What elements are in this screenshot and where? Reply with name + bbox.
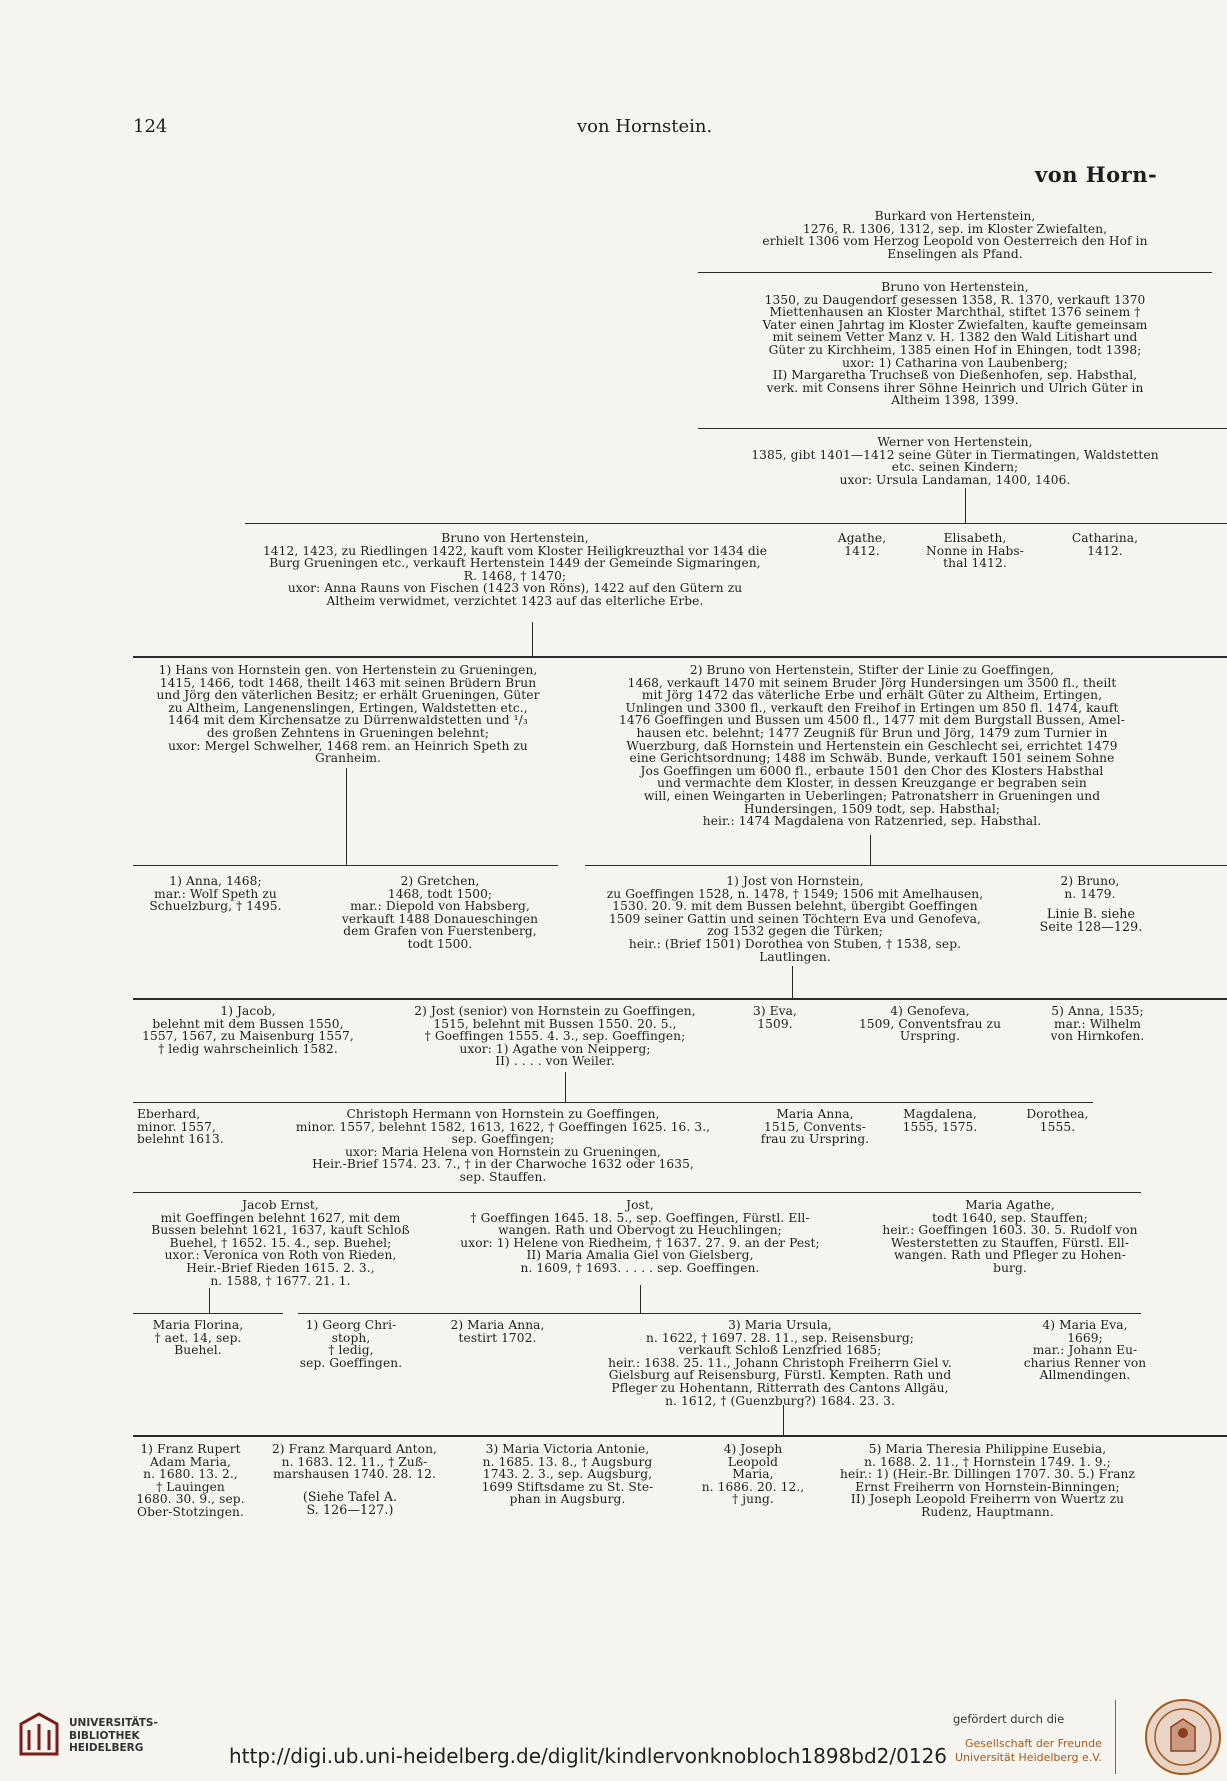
family-bracket bbox=[133, 865, 558, 866]
family-bracket bbox=[698, 272, 1212, 273]
entry-dorothea: Dorothea, 1555. bbox=[1026, 1107, 1089, 1134]
entry-maria-eva: 4) Maria Eva, 1669; mar.: Johann Eu- charius Renner von Allmendingen. bbox=[1023, 1318, 1147, 1383]
page-title: von Horn- bbox=[1035, 162, 1158, 187]
family-bracket bbox=[133, 1313, 283, 1314]
library-logo-icon bbox=[17, 1710, 61, 1758]
entry-joseph-leopold: 4) Joseph Leopold Maria, n. 1686. 20. 12., † jung. bbox=[701, 1442, 805, 1507]
entry-georg-christoph: 1) Georg Chri- stoph, † ledig, sep. Goeffingen. bbox=[299, 1318, 403, 1370]
descent-line bbox=[783, 1405, 784, 1435]
family-bracket bbox=[698, 428, 1227, 429]
entry-jost-senior: 2) Jost (senior) von Hornstein zu Goeffingen, 1515, belehnt mit Bussen 1550. 20. 5., † Goeffingen 1555. 4. 3., sep. Goeffingen; uxor: 1) Agathe von Neipperg; II) . . . . von Weiler. bbox=[414, 1004, 696, 1069]
link-linie-b[interactable]: Linie B. siehe Seite 128—129. bbox=[1039, 906, 1143, 934]
entry-maria-anna-1702: 2) Maria Anna, testirt 1702. bbox=[450, 1318, 545, 1345]
entry-jacob-ernst: Jacob Ernst, mit Goeffingen belehnt 1627, mit dem Bussen belehnt 1621, 1637, kauft Schloß Buehel, † 1652. 15. 4., sep. Buehel; uxor.: Veronica von Roth von Rieden, Heir.-Brief Rieden 1615. 2. 3., n. 1588, † 1677. 21. 1. bbox=[151, 1198, 410, 1288]
family-bracket bbox=[133, 656, 1227, 658]
family-bracket bbox=[133, 1192, 1141, 1193]
descent-line bbox=[346, 768, 347, 865]
footer-divider bbox=[1115, 1700, 1116, 1774]
entry-burkard: Burkard von Hertenstein, 1276, R. 1306, 1312, sep. im Kloster Zwiefalten, erhielt 1306 vom Herzog Leopold von Oesterreich den Hof in Enselingen als Pfand. bbox=[762, 209, 1148, 261]
descent-line bbox=[565, 1072, 566, 1102]
descent-line bbox=[965, 488, 966, 523]
entry-maria-theresia: 5) Maria Theresia Philippine Eusebia, n. 1688. 2. 11., † Hornstein 1749. 1. 9.; heir.: 1) (Heir.-Br. Dillingen 1707. 30. 5.) Franz Ernst Freiherrn von Hornstein-Binningen; II) Joseph Leopold Freiherrn von Wuertz zu Rudenz, Hauptmann. bbox=[840, 1442, 1135, 1519]
entry-genofeva: 4) Genofeva, 1509, Conventsfrau zu Urspring. bbox=[858, 1004, 1002, 1044]
university-seal-icon bbox=[1143, 1697, 1223, 1777]
entry-jacob: 1) Jacob, belehnt mit dem Bussen 1550, 1557, 1567, zu Maisenburg 1557, † ledig wahrscheinlich 1582. bbox=[142, 1004, 354, 1056]
funding-note: gefördert durch die bbox=[953, 1712, 1065, 1726]
entry-maria-florina: Maria Florina, † aet. 14, sep. Buehel. bbox=[152, 1318, 244, 1358]
library-name: UNIVERSITÄTS- BIBLIOTHEK HEIDELBERG bbox=[69, 1717, 158, 1754]
entry-magdalena: Magdalena, 1555, 1575. bbox=[902, 1107, 978, 1134]
entry-maria-ursula: 3) Maria Ursula, n. 1622, † 1697. 28. 11., sep. Reisensburg; verkauft Schloß Lenzfried 1685; heir.: 1638. 25. 11., Johann Christoph Freiherrn Giel v. Gielsburg auf Reisensburg, Fürstl. Kempten. Rath und Pfleger zu Hohentann, Ritterrath des Cantons Allgäu, n. 1612, † (Guenzburg?) 1684. 23. 3. bbox=[608, 1318, 952, 1408]
descent-line bbox=[792, 966, 793, 998]
entry-franz-marquard: 2) Franz Marquard Anton, n. 1683. 12. 11., † Zuß- marshausen 1740. 28. 12. bbox=[271, 1442, 438, 1482]
entry-maria-victoria: 3) Maria Victoria Antonie, n. 1685. 13. 8., † Augsburg 1743. 2. 3., sep. Augsburg, 1699 Stiftsdame zu St. Ste- phan in Augsburg. bbox=[481, 1442, 654, 1507]
entry-eva: 3) Eva, 1509. bbox=[752, 1004, 797, 1031]
entry-bruno-1350: Bruno von Hertenstein, 1350, zu Daugendorf gesessen 1358, R. 1370, verkauft 1370 Miettenhausen an Kloster Marchthal, stiftet 1376 seinem † Vater einen Jahrtag im Kloster Zwiefalten, kaufte gemeinsam mit seinem Vetter Manz v. H. 1382 den Wald Litishart und Güter zu Kirchheim, 1385 einen Hof in Ehingen, todt 1398; uxor: 1) Catharina von Laubenberg; II) Margaretha Truchseß von Dießenhofen, sep. Habsthal, verk. mit Consens ihrer Söhne Heinrich und Ulrich Güter in Altheim 1398, 1399. bbox=[762, 280, 1148, 408]
entry-franz-rupert: 1) Franz Rupert Adam Maria, n. 1680. 13. 2., † Lauingen 1680. 30. 9., sep. Ober-Stotzingen. bbox=[136, 1442, 245, 1519]
entry-anna-1468: 1) Anna, 1468; mar.: Wolf Speth zu Schuelzburg, † 1495. bbox=[149, 874, 282, 914]
running-head: von Hornstein. bbox=[577, 116, 713, 137]
family-bracket bbox=[133, 998, 1227, 1000]
descent-line bbox=[532, 622, 533, 656]
family-bracket bbox=[133, 1102, 1093, 1103]
entry-jost-1478: 1) Jost von Hornstein, zu Goeffingen 1528, n. 1478, † 1549; 1506 mit Amelhausen, 1530. 20. 9. mit dem Bussen belehnt, übergibt Goeffingen 1509 seiner Gattin und seinen Töchtern Eva und Genofeva, zog 1532 gegen die Türken; heir.: (Brief 1501) Dorothea von Stuben, † 1538, sep. Lautlingen. bbox=[606, 874, 984, 964]
descent-line bbox=[870, 835, 871, 865]
entry-bruno-1479: 2) Bruno, n. 1479. bbox=[1060, 874, 1120, 901]
family-bracket bbox=[298, 1313, 1141, 1314]
entry-anna-1535: 5) Anna, 1535; mar.: Wilhelm von Hirnkofen. bbox=[1050, 1004, 1145, 1044]
entry-agathe: Agathe, 1412. bbox=[837, 531, 887, 558]
entry-werner: Werner von Hertenstein, 1385, gibt 1401—1412 seine Güter in Tiermatingen, Waldstetten etc. seinen Kindern; uxor: Ursula Landaman, 1400, 1406. bbox=[751, 435, 1159, 487]
entry-jost-1645: Jost, † Goeffingen 1645. 18. 5., sep. Goeffingen, Fürstl. Ell- wangen. Rath und Obervogt zu Heuchlingen; uxor: 1) Helene von Riedheim, † 1637. 27. 9. an der Pest; II) Maria Amalia Giel von Gielsberg, n. 1609, † 1693. . . . . sep. Goeffingen. bbox=[460, 1198, 820, 1275]
entry-christoph-hermann: Christoph Hermann von Hornstein zu Goeffingen, minor. 1557, belehnt 1582, 1613, 1622, † Goeffingen 1625. 16. 3., sep. Goeffingen; uxor: Maria Helena von Hornstein zu Grueningen, Heir.-Brief 1574. 23. 7., † in der Charwoche 1632 oder 1635, sep. Stauffen. bbox=[295, 1107, 711, 1184]
entry-elisabeth: Elisabeth, Nonne in Habs- thal 1412. bbox=[926, 531, 1024, 571]
family-bracket bbox=[133, 1435, 1227, 1437]
entry-maria-agathe: Maria Agathe, todt 1640, sep. Stauffen; heir.: Goeffingen 1603. 30. 5. Rudolf von Westerstetten zu Stauffen, Fürstl. Ell- wangen. Rath und Pfleger zu Hohen- burg. bbox=[882, 1198, 1138, 1275]
family-bracket bbox=[585, 865, 1227, 866]
entry-maria-anna-1515: Maria Anna, 1515, Convents- frau zu Urspring. bbox=[760, 1107, 870, 1147]
entry-catharina: Catharina, 1412. bbox=[1071, 531, 1139, 558]
entry-bruno-1412: Bruno von Hertenstein, 1412, 1423, zu Riedlingen 1422, kauft vom Kloster Heiligkreuzthal vor 1434 die Burg Grueningen etc., verkauft Hertenstein 1449 der Gemeinde Sigmaringen, R. 1468, † 1470; uxor: Anna Rauns von Fischen (1423 von Röns), 1422 auf den Gütern zu Altheim verwidmet, verzichtet 1423 auf das elterliche Erbe. bbox=[262, 531, 768, 608]
entry-eberhard: Eberhard, minor. 1557, belehnt 1613. bbox=[137, 1107, 224, 1147]
entry-gretchen: 2) Gretchen, 1468, todt 1500; mar.: Diepold von Habsberg, verkauft 1488 Donaueschingen dem Grafen von Fuerstenberg, todt 1500. bbox=[341, 874, 539, 951]
family-bracket bbox=[245, 523, 1227, 524]
descent-line bbox=[640, 1285, 641, 1313]
society-name: Gesellschaft der Freunde Universität Heidelberg e.V. bbox=[955, 1737, 1102, 1764]
entry-bruno-goeffingen: 2) Bruno von Hertenstein, Stifter der Linie zu Goeffingen, 1468, verkauft 1470 mit seinem Bruder Jörg Hundersingen um 3500 fl., theilt mit Jörg 1472 das väterliche Erbe und erhält Güter zu Altheim, Ertingen, Unlingen und 3300 fl., verkauft den Freihof in Ertingen um 850 fl. 1474, kauft 1476 Goeffingen und Bussen um 4500 fl., 1477 mit dem Burgstall Bussen, Amel- hausen etc. belehnt; 1477 Zeugniß für Brun und Jörg, 1479 zum Turnier in Wuerzburg, daß Hornstein und Hertenstein ein Geschlecht sei, errichtet 1479 eine Gerichtsordnung; 1488 im Schwäb. Bunde, verkauft 1501 seinem Sohne Jos Goeffingen um 6000 fl., erbaute 1501 den Chor des Klosters Habsthal und vermachte dem Kloster, in dessen Kreuzgange er begraben sein will, einen Weingarten in Ueberlingen; Patronatsherr in Grueningen und Hundersingen, 1509 todt, sep. Habsthal; heir.: 1474 Magdalena von Ratzenried, sep. Habsthal. bbox=[619, 663, 1125, 829]
link-tafel-a[interactable]: (Siehe Tafel A. S. 126—127.) bbox=[302, 1489, 398, 1517]
source-url[interactable]: http://digi.ub.uni-heidelberg.de/diglit/kindlervonknobloch1898bd2/0126 bbox=[229, 1744, 948, 1768]
descent-line bbox=[209, 1288, 210, 1313]
page-number: 124 bbox=[133, 116, 168, 137]
entry-hans: 1) Hans von Hornstein gen. von Hertenstein zu Grueningen, 1415, 1466, todt 1468, theilt 1463 mit seinen Brüdern Brun und Jörg den väterlichen Besitz; er erhält Grueningen, Güter zu Altheim, Langenenslingen, Ertingen, Waldstetten etc., 1464 mit dem Kirchensatze zu Dürrenwaldstetten und ¹/₃ des großen Zehntens in Grueningen belehnt; uxor: Mergel Schwelher, 1468 rem. an Heinrich Speth zu Granheim. bbox=[156, 663, 540, 766]
